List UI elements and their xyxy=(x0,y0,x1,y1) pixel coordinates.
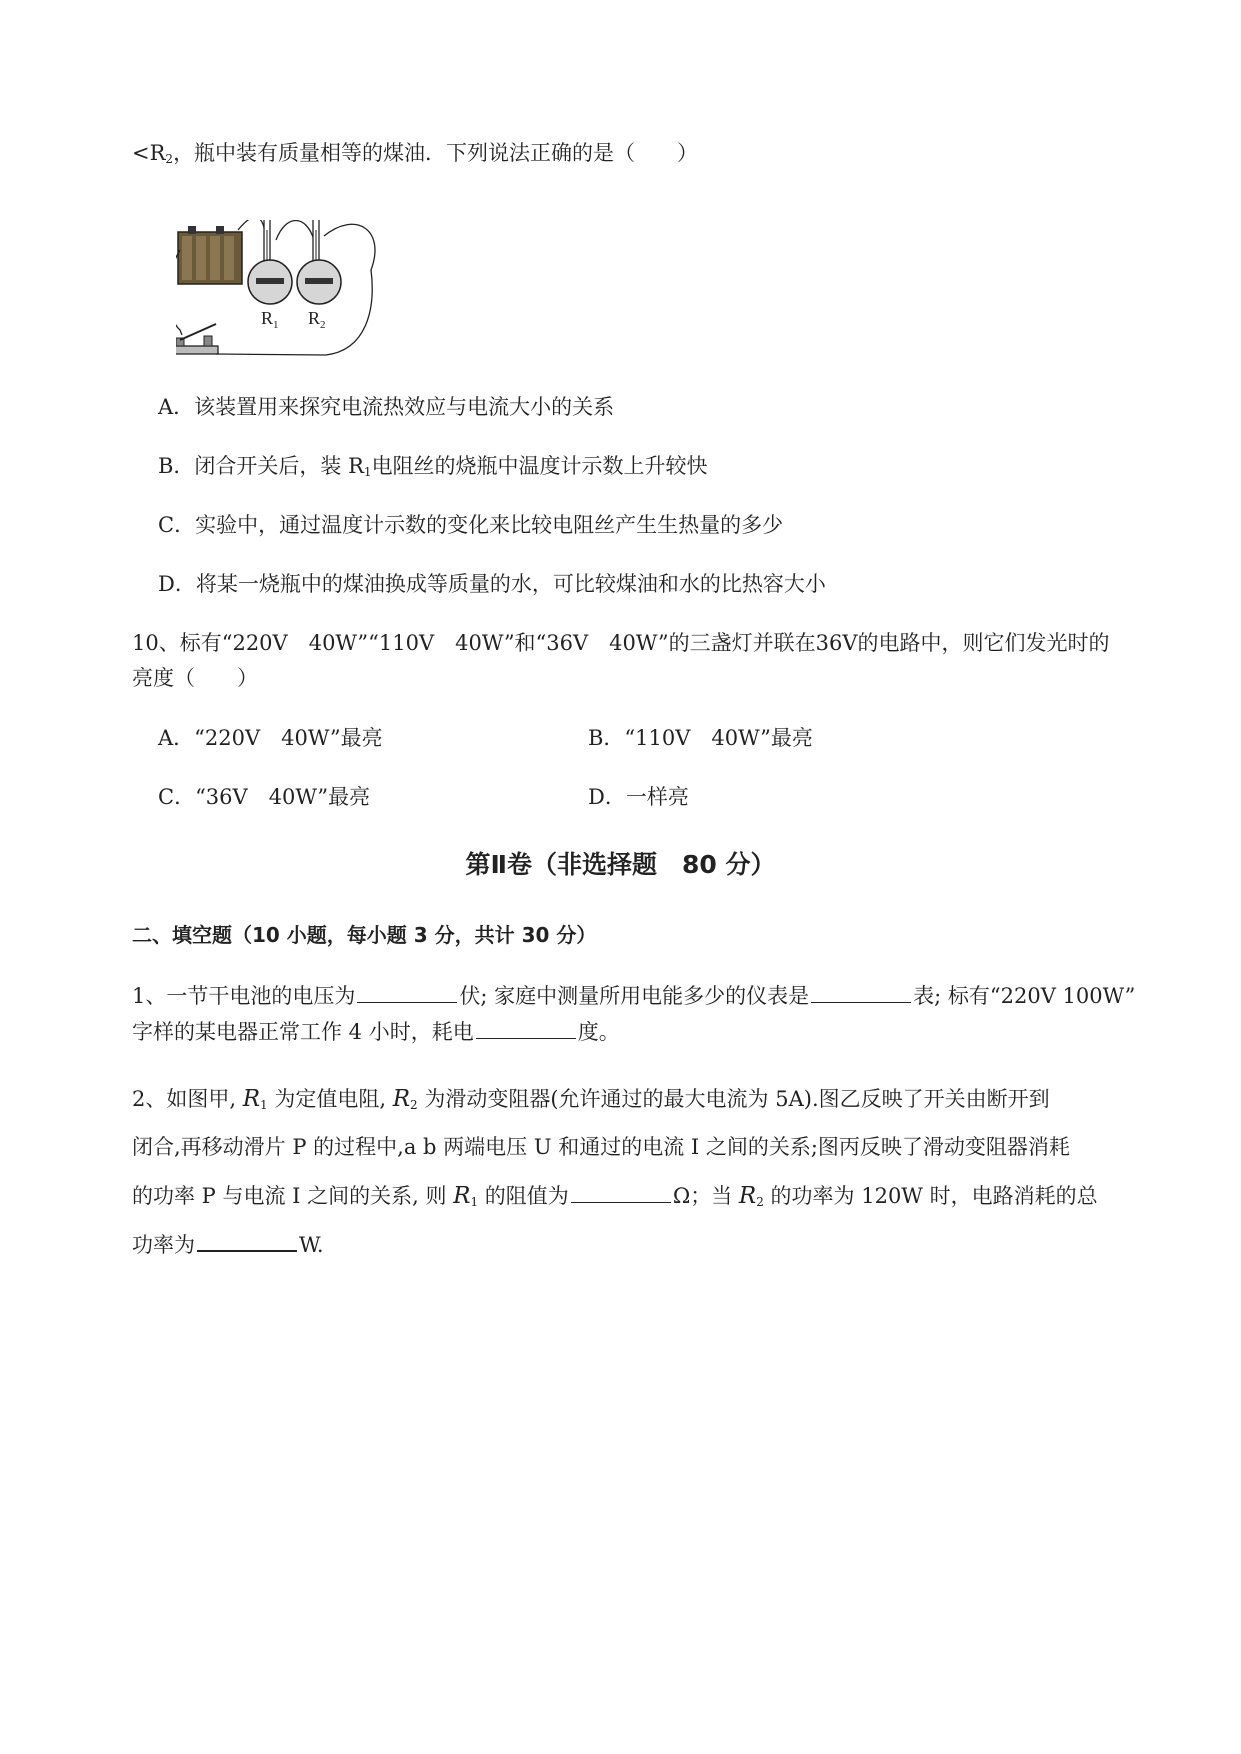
figure-label-r1: R xyxy=(261,308,274,328)
fill2-line2: 闭合,再移动滑片 P 的过程中,a b 两端电压 U 和通过的电流 I 之间的关系;图丙反映了滑动变阻器消耗 xyxy=(132,1135,1070,1159)
q9-option-c: C．实验中，通过温度计示数的变化来比较电阻丝产生生热量的多少 xyxy=(158,513,784,537)
answer-blank-3[interactable] xyxy=(476,1016,576,1039)
q9-option-a: A．该装置用来探究电流热效应与电流大小的关系 xyxy=(158,395,615,419)
q10-option-d: D．一样亮 xyxy=(588,785,689,809)
answer-blank-1[interactable] xyxy=(357,980,457,1003)
q10-stem-line2: 亮度（ ） xyxy=(132,666,258,690)
part2-title: 第Ⅱ卷（非选择题 80 分） xyxy=(465,850,776,879)
figure-label-r2: R xyxy=(308,308,321,328)
q9-stem: $<R_2$，瓶中装有质量相等的煤油．下列说法正确的是（ ） xyxy=(132,141,699,166)
answer-blank-4[interactable] xyxy=(571,1180,671,1203)
flask-r2-icon xyxy=(297,220,341,304)
q9-option-b: B．闭合开关后，装 $R_1$电阻丝的烧瓶中温度计示数上升较快 xyxy=(158,454,708,479)
figure-label-r2-sub: 2 xyxy=(320,319,326,331)
q10-stem-line1: 10、标有“220V 40W”“110V 40W”和“36V 40W”的三盏灯并联在36V的电路中，则它们发光时的 xyxy=(132,631,1110,655)
answer-blank-2[interactable] xyxy=(811,980,911,1003)
fill2-line4: 功率为 W. xyxy=(132,1228,324,1260)
battery-icon xyxy=(178,226,242,284)
fill2-line3: 的功率 P 与电流 I 之间的关系, 则 $R_1$ 的阻值为 Ω；当 $R_2$ 的功率为 120W 时，电路消耗的总 xyxy=(132,1180,1098,1217)
fill1-line1: 1、一节干电池的电压为 伏; 家庭中测量所用电能多少的仪表是 表; 标有“220V 100W” xyxy=(132,980,1135,1011)
figure-label-r1-sub: 1 xyxy=(273,319,279,331)
svg-text:R2 xyxy=(308,308,326,331)
flask-r1-icon xyxy=(248,220,292,304)
answer-blank-5[interactable] xyxy=(197,1228,297,1252)
q10-option-b: B．“110V 40W”最亮 xyxy=(588,726,813,750)
fill1-line2: 字样的某电器正常工作 4 小时，耗电 度。 xyxy=(132,1016,620,1047)
svg-text:R1 xyxy=(261,308,279,331)
fill2-line1: 2、如图甲, $R_1$ 为定值电阻, $R_2$ 为滑动变阻器(允许通过的最大电流为 5A).图乙反映了开关由断开到 xyxy=(132,1086,1050,1112)
switch-icon xyxy=(176,324,218,354)
q9-option-d: D．将某一烧瓶中的煤油换成等质量的水，可比较煤油和水的比热容大小 xyxy=(158,572,826,596)
circuit-figure xyxy=(176,220,386,380)
section-heading: 二、填空题（10 小题，每小题 3 分，共计 30 分） xyxy=(132,923,597,947)
q10-option-a: A．“220V 40W”最亮 xyxy=(158,726,383,750)
q10-option-c: C．“36V 40W”最亮 xyxy=(158,785,371,809)
